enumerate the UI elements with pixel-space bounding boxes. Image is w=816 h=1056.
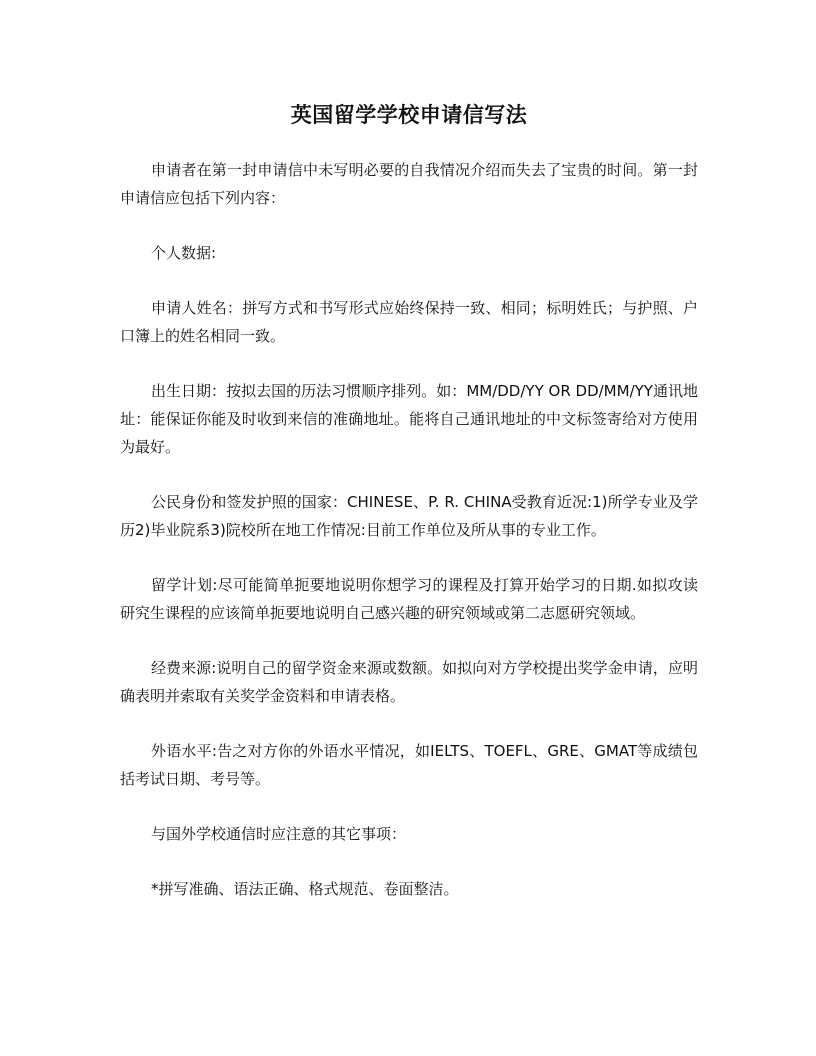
paragraph-spelling: *拼写准确、语法正确、格式规范、卷面整洁。 — [151, 880, 459, 898]
paragraph-other-notes: 与国外学校通信时应注意的其它事项： — [151, 825, 407, 843]
paragraph-citizenship: 公民身份和签发护照的国家：CHINESE、P. R. CHINA受教育近况:1)所学专业及学历2)毕业院系3)院校所在地工作情况:目前工作单位及所从事的专业工作。 — [120, 493, 698, 539]
paragraph-intro: 申请者在第一封申请信中未写明必要的自我情况介绍而失去了宝贵的时间。第一封申请信应包括下列内容： — [120, 161, 698, 207]
paragraph-birth-date: 出生日期：按拟去国的历法习惯顺序排列。如：MM/DD/YY OR DD/MM/YY通讯地址：能保证你能及时收到来信的准确地址。能将自己通讯地址的中文标签寄给对方使用为最好。 — [120, 382, 698, 456]
paragraph-language: 外语水平:告之对方你的外语水平情况，如IELTS、TOEFL、GRE、GMAT等成绩包括考试日期、考号等。 — [120, 742, 698, 788]
paragraph-study-plan: 留学计划:尽可能简单扼要地说明你想学习的课程及打算开始学习的日期.如拟攻读研究生课程的应该简单扼要地说明自己感兴趣的研究领域或第二志愿研究领域。 — [120, 576, 698, 622]
paragraph-funding: 经费来源:说明自己的留学资金来源或数额。如拟向对方学校提出奖学金申请，应明确表明并索取有关奖学金资料和申请表格。 — [120, 659, 698, 705]
paragraph-personal-data: 个人数据: — [151, 244, 217, 262]
document-title: 英国留学学校申请信写法 — [290, 103, 528, 127]
paragraph-name: 申请人姓名：拼写方式和书写形式应始终保持一致、相同；标明姓氏；与护照、户口簿上的姓名相同一致。 — [120, 299, 698, 345]
